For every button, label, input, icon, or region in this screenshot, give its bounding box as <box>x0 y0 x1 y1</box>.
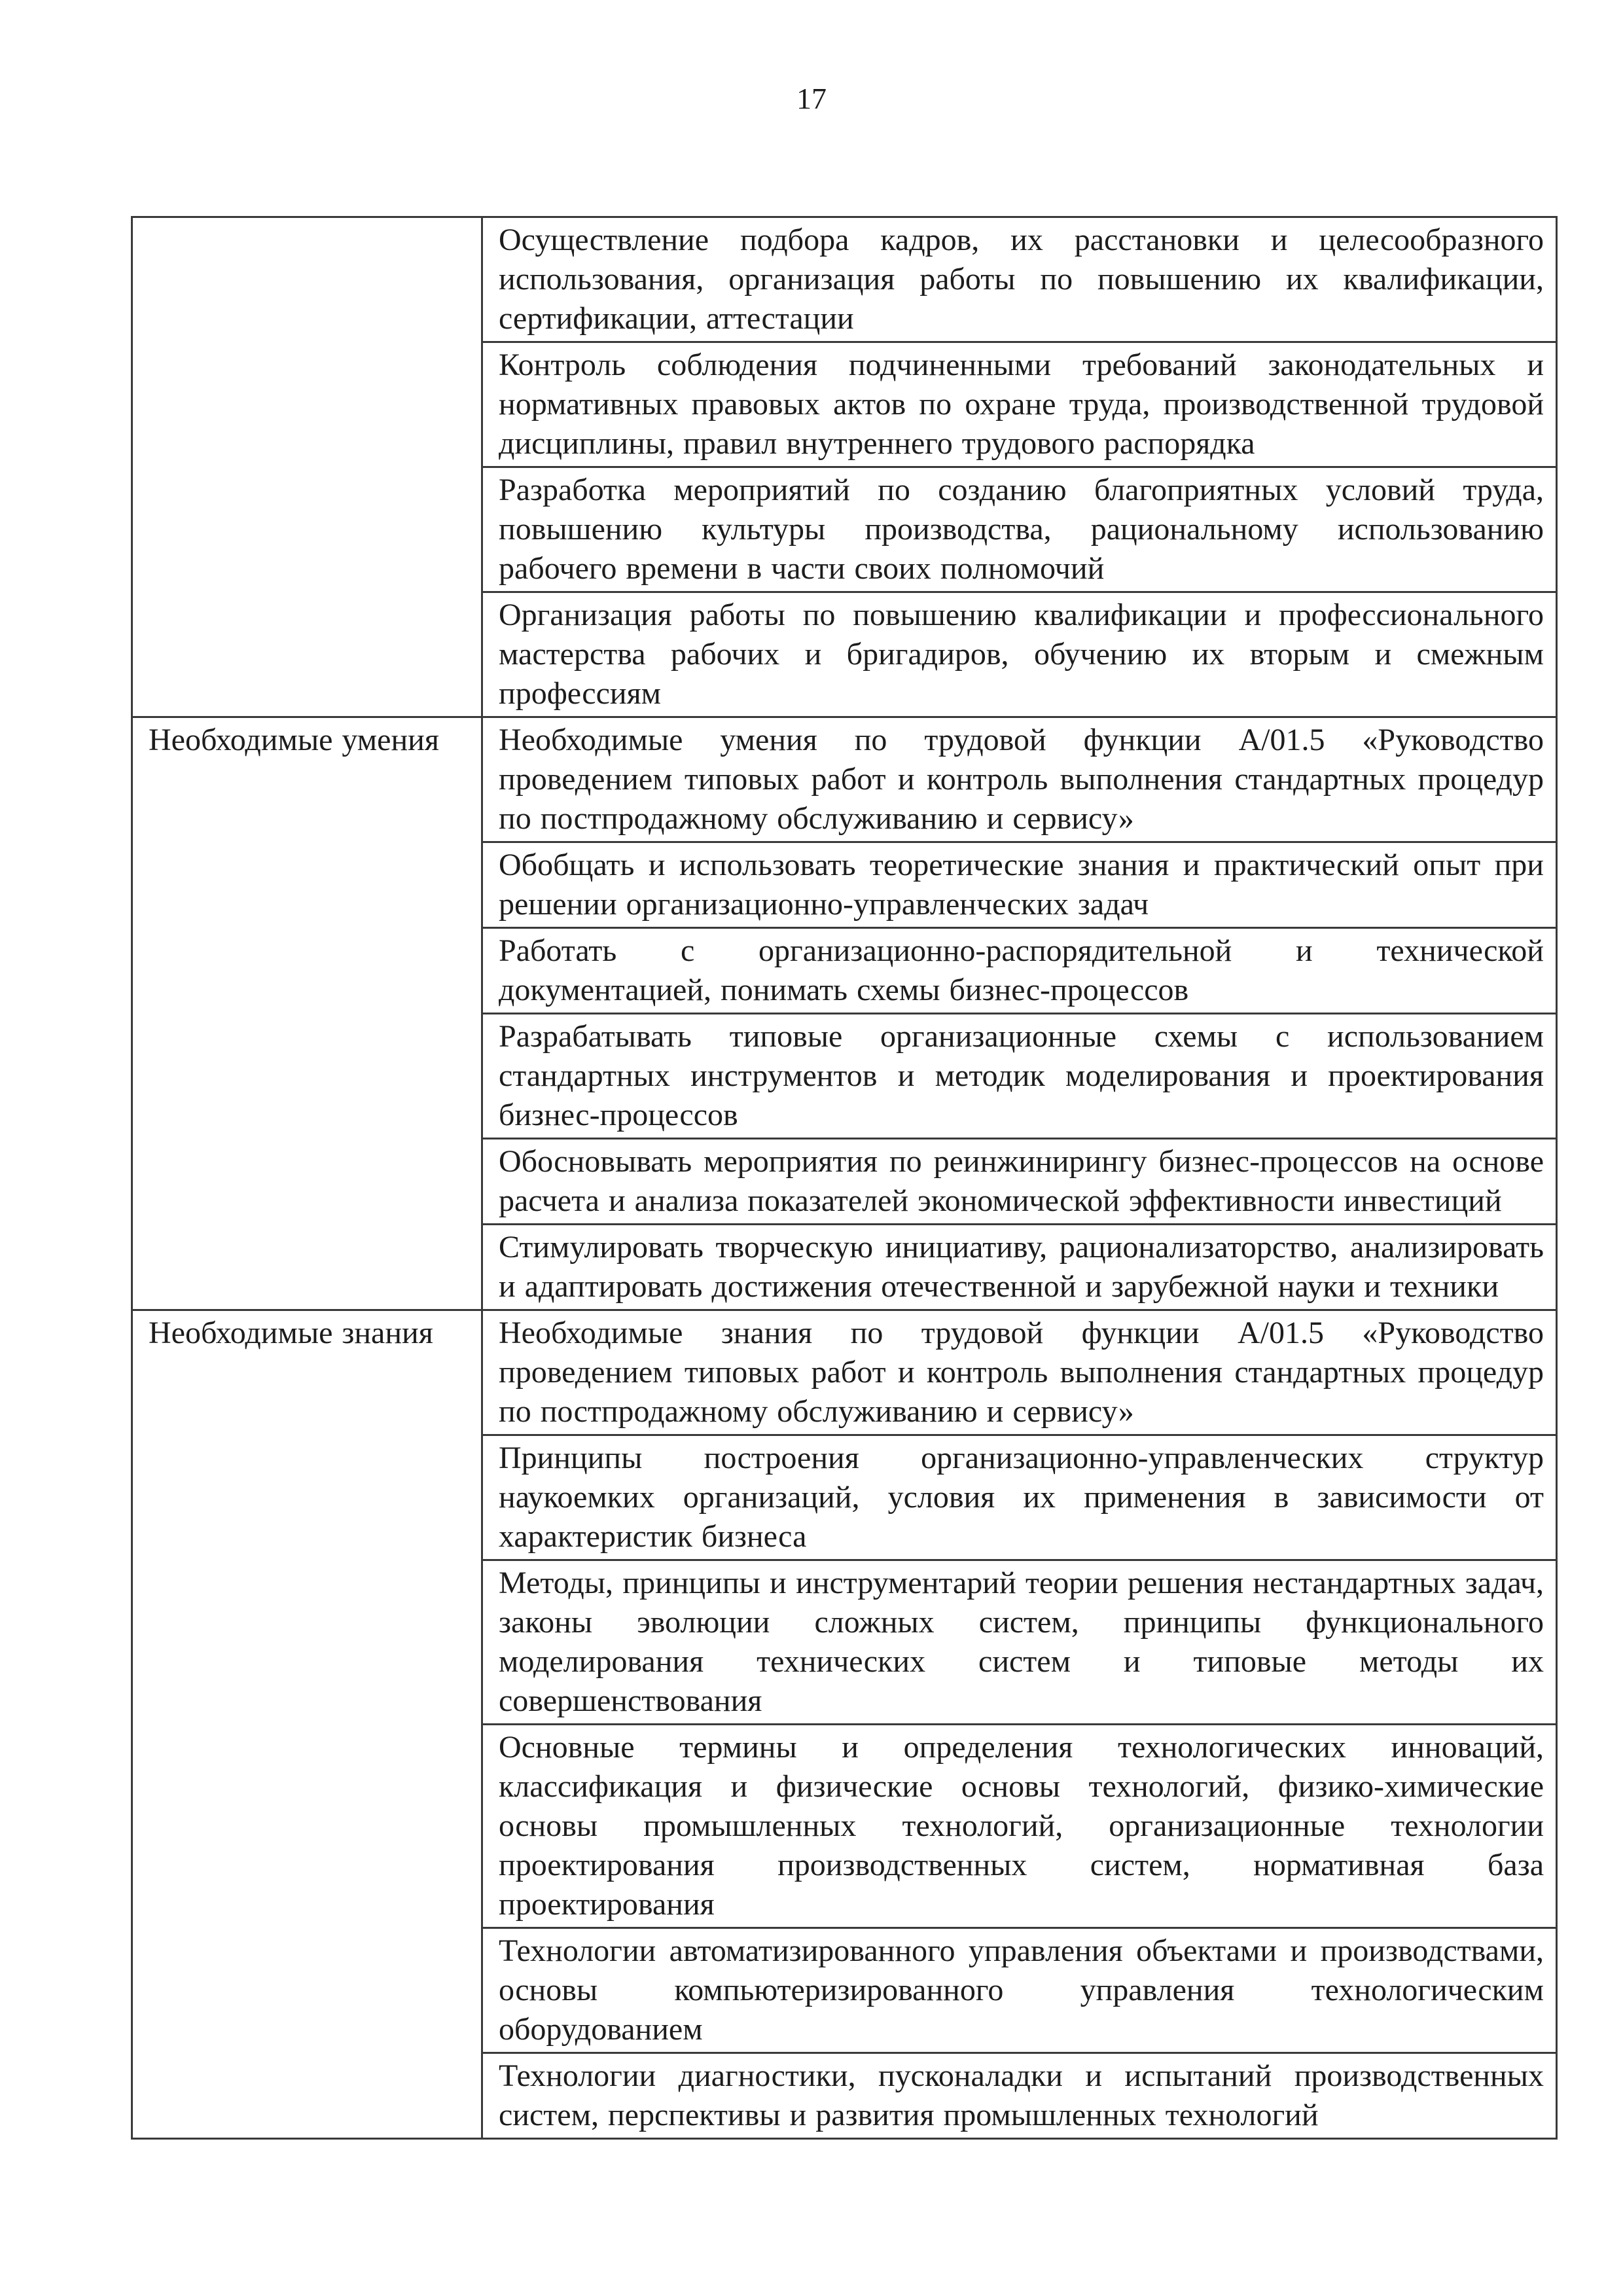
requirements-table <box>131 216 1558 2140</box>
table-cell: Организация работы по повышению квалификации и профессионального мастерства рабочих и бригадиров, обучению их вторым и смежным профессиям <box>482 592 1557 717</box>
table-cell: Технологии диагностики, пусконаладки и испытаний производственных систем, перспективы и развития промышленных технологий <box>482 2053 1557 2139</box>
section-label-skills: Необходимые умения <box>132 717 482 1310</box>
table-cell: Принципы построения организационно-управленческих структур наукоемких организаций, условия их применения в зависимости от характеристик бизнеса <box>482 1435 1557 1560</box>
table-row <box>132 1310 1557 1435</box>
table-row <box>132 717 1557 842</box>
table-row <box>132 217 1557 342</box>
table-cell: Обобщать и использовать теоретические знания и практический опыт при решении организационно-управленческих задач <box>482 842 1557 928</box>
table-cell: Разработка мероприятий по созданию благоприятных условий труда, повышению культуры производства, рациональному использованию рабочего времени в части своих полномочий <box>482 467 1557 592</box>
table-cell: Разрабатывать типовые организационные схемы с использованием стандартных инструментов и методик моделирования и проектирования бизнес-процессов <box>482 1014 1557 1139</box>
table-cell: Технологии автоматизированного управления объектами и производствами, основы компьютеризированного управления технологическим оборудованием <box>482 1928 1557 2053</box>
section-label-knowledge: Необходимые знания <box>132 1310 482 2139</box>
section-label <box>132 217 482 717</box>
table-cell: Стимулировать творческую инициативу, рационализаторство, анализировать и адаптировать достижения отечественной и зарубежной науки и техники <box>482 1225 1557 1310</box>
table-cell: Контроль соблюдения подчиненными требований законодательных и нормативных правовых актов по охране труда, производственной трудовой дисциплины, правил внутреннего трудового распорядка <box>482 342 1557 467</box>
table-cell: Основные термины и определения технологических инноваций, классификация и физические основы технологий, физико-химические основы промышленных технологий, организационные технологии проектирования производственных систем, нормативная база проектирования <box>482 1725 1557 1928</box>
table-cell: Необходимые знания по трудовой функции А/01.5 «Руководство проведением типовых работ и контроль выполнения стандартных процедур по постпродажному обслуживанию и сервису» <box>482 1310 1557 1435</box>
table-cell: Необходимые умения по трудовой функции А/01.5 «Руководство проведением типовых работ и контроль выполнения стандартных процедур по постпродажному обслуживанию и сервису» <box>482 717 1557 842</box>
table-cell: Методы, принципы и инструментарий теории решения нестандартных задач, законы эволюции сложных систем, принципы функционального моделирования технических систем и типовые методы их совершенствования <box>482 1560 1557 1725</box>
table-cell: Работать с организационно-распорядительной и технической документацией, понимать схемы бизнес-процессов <box>482 928 1557 1014</box>
page-number: 17 <box>796 82 827 115</box>
table-cell: Осуществление подбора кадров, их расстановки и целесообразного использования, организация работы по повышению их квалификации, сертификации, аттестации <box>482 217 1557 342</box>
table-cell: Обосновывать мероприятия по реинжинирингу бизнес-процессов на основе расчета и анализа показателей экономической эффективности инвестиций <box>482 1139 1557 1225</box>
